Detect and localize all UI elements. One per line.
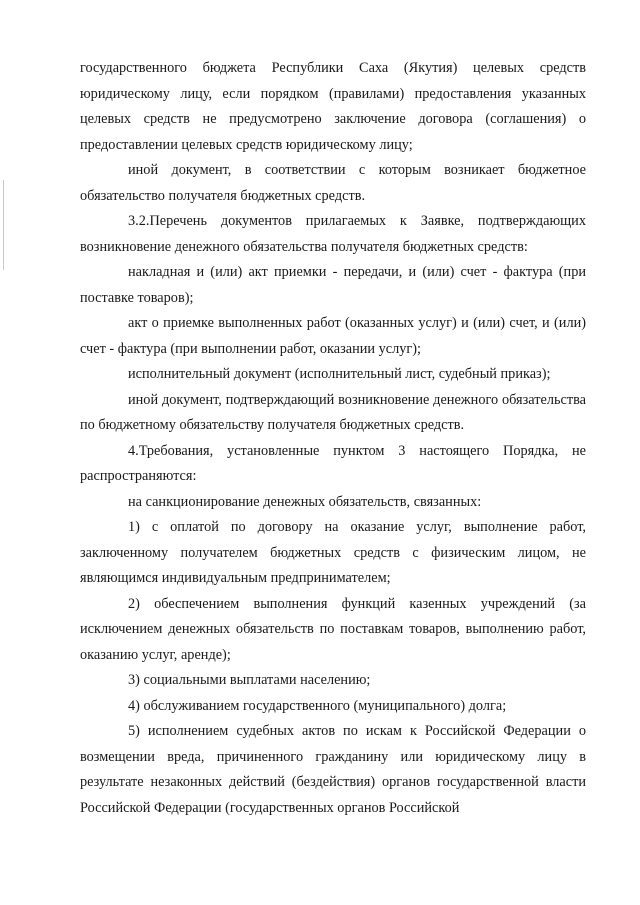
paragraph-sanctioning: на санкционирование денежных обязательств, связанных: — [128, 493, 482, 510]
paragraph-executive-document: исполнительный документ (исполнительный лист, судебный приказ); — [128, 366, 551, 382]
list-item-4: 4) обслуживанием государственного (муниципального) долга; — [128, 697, 507, 714]
list-item-2: 2) обеспечением выполнения функций казенных учреждений (за исключением денежных обязательств по поставкам товаров, выполнению работ, оказанию услуг, аренде); — [80, 595, 586, 663]
list-item-1: 1) с оплатой по договору на оказание услуг, выполнение работ, заключенному получателем бюджетных средств с физическим лицом, не являющимся индивидуальным предпринимателем; — [80, 519, 586, 586]
paragraph-invoice-goods: накладная и (или) акт приемки - передачи, и (или) счет - фактура (при поставке товаров); — [80, 264, 586, 306]
paragraph-4-requirements: 4.Требования, установленные пунктом 3 настоящего Порядка, не распространяются: — [80, 442, 586, 484]
paragraph-other-document-obligation: иной документ, в соответствии с которым возникает бюджетное обязательство получателя бюджетных средств. — [80, 162, 586, 204]
paragraph-3-2-document-list: 3.2.Перечень документов прилагаемых к Заявке, подтверждающих возникновение денежного обязательства получателя бюджетных средств: — [80, 213, 586, 255]
scan-margin-mark — [3, 180, 4, 270]
list-item-3: 3) социальными выплатами населению; — [128, 672, 371, 688]
paragraph-other-document-monetary: иной документ, подтверждающий возникновение денежного обязательства по бюджетному обязательству получателя бюджетных средств. — [80, 391, 586, 433]
paragraph-act-works: акт о приемке выполненных работ (оказанных услуг) и (или) счет, и (или) счет - фактура (при выполнении работ, оказании услуг); — [80, 315, 586, 357]
list-item-5: 5) исполнением судебных актов по искам к Российской Федерации о возмещении вреда, причиненного гражданину или юридическому лицу в результате незаконных действий (бездействия) органов государственной власти Российской Федерации (государственных органов Российской — [80, 723, 586, 816]
paragraph-targeted-funds: государственного бюджета Республики Саха (Якутия) целевых средств юридическому лицу, если порядком (правилами) предоставления указанных целевых средств не предусмотрено заключение договора (соглашения) о предоставлении целевых средств юридическому лицу; — [80, 60, 586, 153]
document-page — [80, 56, 586, 821]
